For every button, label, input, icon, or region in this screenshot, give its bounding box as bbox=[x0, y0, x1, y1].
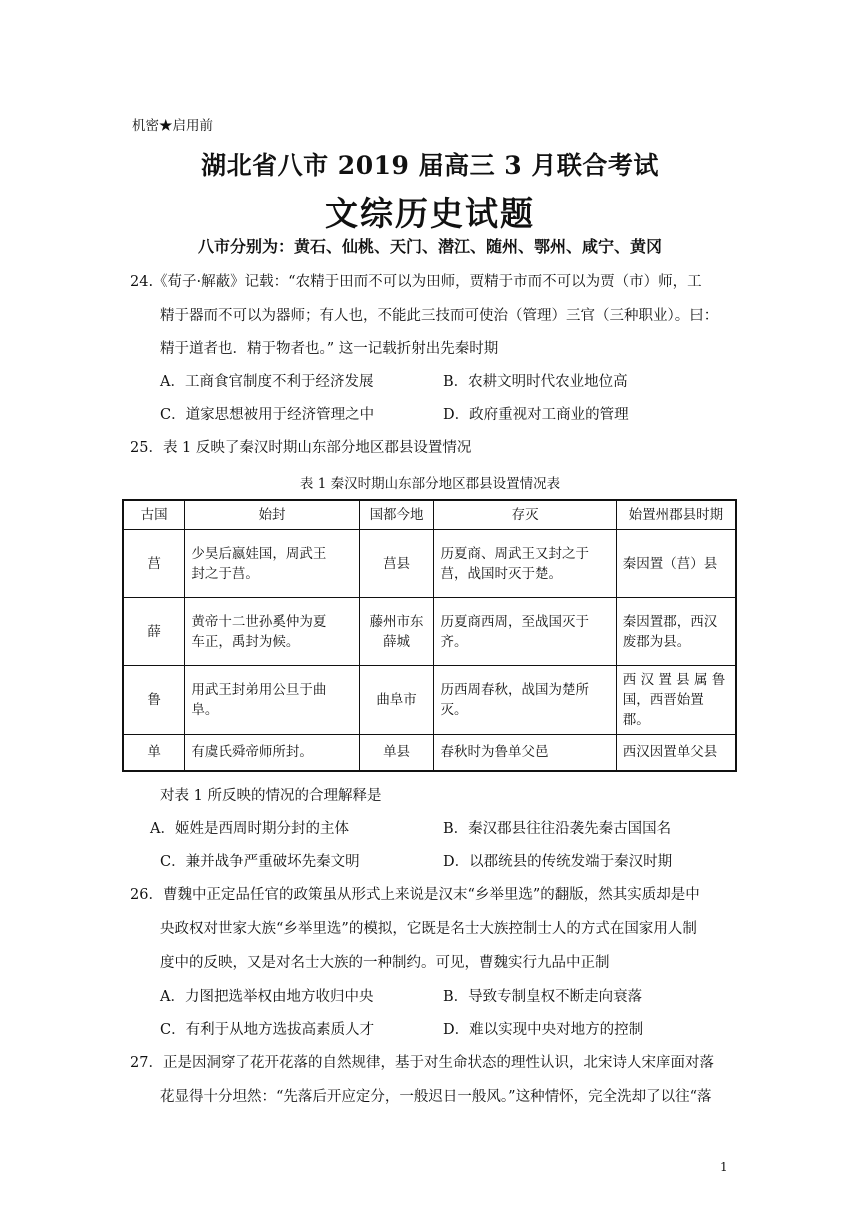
table-cell: 秦因置郡，西汉 废郡为县。 bbox=[616, 598, 736, 666]
table-header-cell: 国都今地 bbox=[359, 500, 434, 530]
q24-line-2: 精于器而不可以为器师；有人也，不能此三技而可使治（管理）三官（三种职业）。曰： bbox=[160, 308, 719, 324]
table-cell: 黄帝十二世孙奚仲为夏 车正，禹封为候。 bbox=[185, 598, 359, 666]
table-row bbox=[123, 666, 736, 735]
q26-line-3: 度中的反映，又是对名士大族的一种制约。可见，曹魏实行九品中正制 bbox=[160, 955, 610, 971]
q25-question: 对表 1 所反映的情况的合理解释是 bbox=[160, 788, 382, 804]
exam-title: 湖北省八市 2019 届高三 3 月联合考试 bbox=[201, 151, 659, 180]
q27-line-1: 27．正是因洞穿了花开花落的自然规律，基于对生命状态的理性认识，北宋诗人宋庠面对落 bbox=[130, 1055, 714, 1071]
table-header-cell: 始置州郡县时期 bbox=[616, 500, 736, 530]
table-row bbox=[123, 530, 736, 598]
q25-option-d: D．以郡统县的传统发端于秦汉时期 bbox=[443, 854, 673, 870]
table-cell: 历西周春秋，战国为楚所 灭。 bbox=[434, 666, 616, 735]
table-cell: 少昊后嬴娃国，周武王 封之于莒。 bbox=[185, 530, 359, 598]
table-row bbox=[123, 735, 736, 771]
table-cell: 单 bbox=[123, 735, 185, 771]
table-cell: 单县 bbox=[359, 735, 434, 771]
table-caption: 表 1 秦汉时期山东部分地区郡县设置情况表 bbox=[299, 476, 561, 492]
q24-option-b: B．农耕文明时代农业地位高 bbox=[443, 374, 628, 390]
table-cell: 莒 bbox=[123, 530, 185, 598]
table-cell: 藤州市东 薛城 bbox=[359, 598, 434, 666]
table-header-row bbox=[123, 500, 736, 530]
secret-mark: 机密★启用前 bbox=[132, 118, 213, 134]
q25-stem: 25．表 1 反映了秦汉时期山东部分地区郡县设置情况 bbox=[130, 440, 472, 456]
q25-option-a: A．姬姓是西周时期分封的主体 bbox=[150, 821, 349, 837]
q26-option-c: C．有利于从地方选拔高素质人才 bbox=[160, 1022, 375, 1038]
page-number: 1 bbox=[720, 1160, 728, 1174]
table-cell: 曲阜市 bbox=[359, 666, 434, 735]
county-table bbox=[122, 499, 737, 772]
table-header-cell: 始封 bbox=[185, 500, 359, 530]
table-cell: 薛 bbox=[123, 598, 185, 666]
q26-line-2: 央政权对世家大族“乡举里选”的模拟，它既是名士大族控制士人的方式在国家用人制 bbox=[160, 921, 697, 937]
table-header-cell: 存灭 bbox=[434, 500, 616, 530]
table-row bbox=[123, 598, 736, 666]
table-cell: 春秋时为鲁单父邑 bbox=[434, 735, 616, 771]
table-header-cell: 古国 bbox=[123, 500, 185, 530]
q25-option-c: C．兼并战争严重破坏先秦文明 bbox=[160, 854, 360, 870]
table-cell: 用武王封弟用公旦于曲 阜。 bbox=[185, 666, 359, 735]
subject-title: 文综历史试题 bbox=[325, 194, 535, 233]
q24-line-1: 24.《荀子·解蔽》记载：“农精于田而不可以为田师，贾精于市而不可以为贾（市）师，工 bbox=[130, 274, 702, 290]
table-cell: 秦因置（莒）县 bbox=[616, 530, 736, 598]
q27-line-2: 花显得十分坦然：“先落后开应定分，一般迟日一般风。”这种情怀，完全洗却了以往“落 bbox=[160, 1089, 712, 1105]
q25-option-b: B．秦汉郡县往往沿袭先秦古国国名 bbox=[443, 821, 672, 837]
q24-line-3: 精于道者也．精于物者也。” 这一记载折射出先秦时期 bbox=[160, 341, 499, 357]
q26-option-d: D．难以实现中央对地方的控制 bbox=[443, 1022, 644, 1038]
q24-option-c: C．道家思想被用于经济管理之中 bbox=[160, 407, 375, 423]
q26-option-a: A．力图把选举权由地方收归中央 bbox=[160, 989, 374, 1005]
cities-subtitle: 八市分别为：黄石、仙桃、天门、潜江、随州、鄂州、咸宁、黄冈 bbox=[197, 237, 662, 256]
table-cell: 有虞氏舜帝师所封。 bbox=[185, 735, 359, 771]
table-cell: 鲁 bbox=[123, 666, 185, 735]
q24-option-a: A．工商食官制度不利于经济发展 bbox=[160, 374, 374, 390]
q26-line-1: 26．曹魏中正定品任官的政策虽从形式上来说是汉末“乡举里选”的翻版，然其实质却是中 bbox=[130, 887, 700, 903]
q24-option-d: D．政府重视对工商业的管理 bbox=[443, 407, 629, 423]
table-cell: 历夏商西周，至战国灭于 齐。 bbox=[434, 598, 616, 666]
table-cell: 西 汉 置 县 属 鲁 国，西晋始置郡。 bbox=[616, 666, 736, 735]
table-cell: 西汉因置单父县 bbox=[616, 735, 736, 771]
table-cell: 历夏商、周武王又封之于 莒，战国时灭于楚。 bbox=[434, 530, 616, 598]
table-cell: 莒县 bbox=[359, 530, 434, 598]
q26-option-b: B．导致专制皇权不断走向衰落 bbox=[443, 989, 643, 1005]
